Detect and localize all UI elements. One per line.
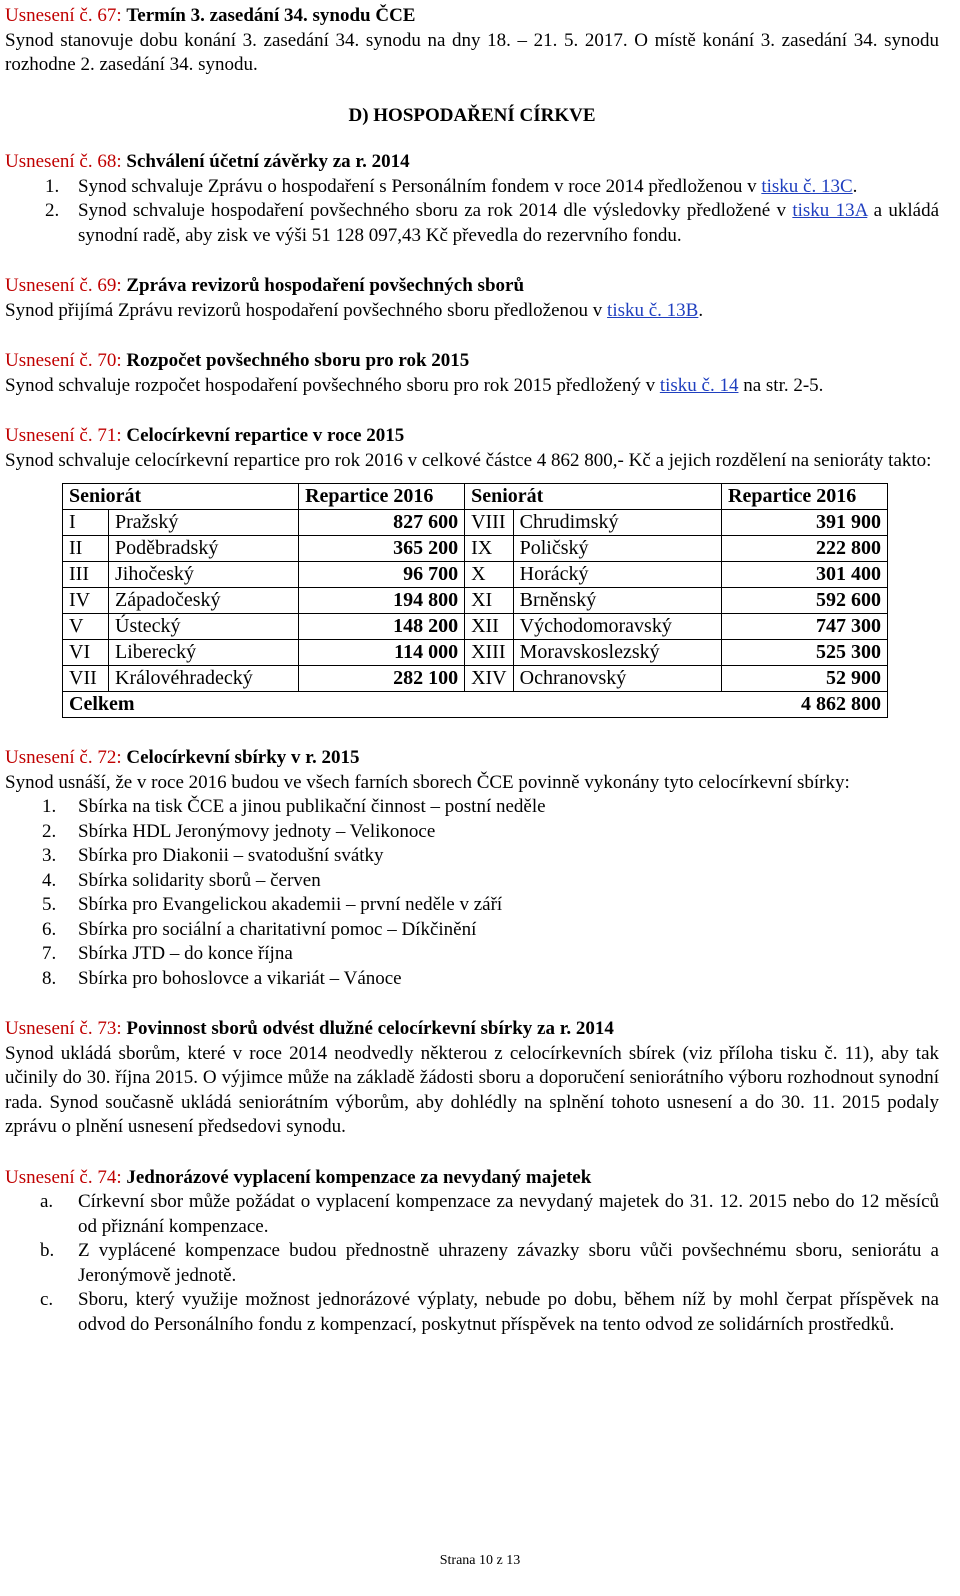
list-item-number: 2. bbox=[42, 820, 57, 842]
seniorat-number: XI bbox=[465, 588, 514, 614]
resolution-70-title: Rozpočet povšechného sboru pro rok 2015 bbox=[126, 350, 470, 371]
seniorat-name: Horácký bbox=[513, 562, 721, 588]
seniorat-number: V bbox=[63, 614, 109, 640]
seniorat-name: Západočeský bbox=[109, 588, 299, 614]
list-item-number: 4. bbox=[42, 869, 57, 891]
resolution-67-text: Synod stanovuje dobu konání 3. zasedání 34. synodu na dny 18. – 21. 5. 2017. O místě konání 3. zasedání 34. synodu rozhodne 2. zasedání 34. synodu. bbox=[5, 29, 939, 75]
compensation-list bbox=[5, 1190, 939, 1337]
repartice-value: 525 300 bbox=[722, 640, 888, 666]
repartice-value: 96 700 bbox=[299, 562, 465, 588]
list-item-text: Sbírka solidarity sborů – červen bbox=[78, 869, 321, 891]
resolution-72-title: Celocírkevní sbírky v r. 2015 bbox=[126, 747, 360, 768]
list-item-tail: . bbox=[852, 175, 858, 197]
repartice-value: 747 300 bbox=[722, 614, 888, 640]
list-item bbox=[5, 175, 939, 200]
list-item-letter: b. bbox=[40, 1240, 55, 1261]
seniorat-name: Ochranovský bbox=[513, 666, 721, 692]
list-item bbox=[5, 967, 939, 992]
repartice-table bbox=[62, 483, 888, 718]
list-item bbox=[5, 1239, 939, 1288]
list-item bbox=[5, 918, 939, 943]
resolution-67 bbox=[5, 4, 939, 78]
resolution-71-label: Usnesení č. 71: bbox=[5, 425, 122, 446]
list-item bbox=[5, 199, 939, 248]
table-row bbox=[63, 640, 888, 666]
resolution-69-text: Synod přijímá Zprávu revizorů hospodaření povšechného sboru předloženou v bbox=[5, 299, 603, 321]
list-item-number: 7. bbox=[42, 943, 57, 964]
seniorat-number: XIV bbox=[465, 666, 514, 692]
resolution-69 bbox=[5, 274, 939, 323]
seniorat-number: XIII bbox=[465, 640, 514, 666]
list-item-number: 8. bbox=[42, 967, 57, 989]
list-item-text: Sbírka pro Diakonii – svatodušní svátky bbox=[78, 845, 384, 866]
seniorat-number: VII bbox=[63, 666, 109, 692]
column-header: Seniorát bbox=[465, 484, 722, 510]
resolution-68 bbox=[5, 150, 939, 248]
total-label: Celkem bbox=[63, 692, 722, 718]
list-item bbox=[5, 1288, 939, 1337]
resolution-72-text: Synod usnáší, že v roce 2016 budou ve všech farních sborech ČCE povinně vykonány tyto celocírkevní sbírky: bbox=[5, 771, 850, 793]
list-item-text: Z vyplácené kompenzace budou přednostně uhrazeny závazky sboru vůči povšechnému sboru, seniorátu a Jeronýmově jednotě. bbox=[78, 1240, 939, 1286]
resolution-70-heading bbox=[5, 349, 939, 374]
resolution-71-heading bbox=[5, 424, 939, 449]
resolution-69-tail: . bbox=[698, 299, 704, 321]
seniorat-name: Královéhradecký bbox=[109, 666, 299, 692]
repartice-value: 52 900 bbox=[722, 666, 888, 692]
table-row bbox=[63, 562, 888, 588]
list-item-text: Sbírka na tisk ČCE a jinou publikační činnost – postní neděle bbox=[78, 796, 546, 817]
column-header: Repartice 2016 bbox=[299, 484, 465, 510]
seniorat-name: Ústecký bbox=[109, 614, 299, 640]
repartice-value: 194 800 bbox=[299, 588, 465, 614]
resolution-73-label: Usnesení č. 73: bbox=[5, 1018, 122, 1039]
table-row bbox=[63, 536, 888, 562]
resolution-67-heading bbox=[5, 4, 939, 29]
resolution-68-label: Usnesení č. 68: bbox=[5, 151, 122, 172]
print-link[interactable]: tisku č. 14 bbox=[659, 374, 739, 396]
list-item-text: Sbírka pro bohoslovce a vikariát – Vánoce bbox=[78, 967, 402, 989]
resolution-67-title: Termín 3. zasedání 34. synodu ČCE bbox=[126, 5, 416, 26]
list-item-text: Církevní sbor může požádat o vyplacení kompenzace za nevydaný majetek do 31. 12. 2015 nebo do 12 měsíců od přiznání kompenzace. bbox=[78, 1191, 939, 1237]
column-header: Seniorát bbox=[63, 484, 299, 510]
print-link[interactable]: tisku č. 13C bbox=[761, 175, 853, 197]
page-footer: Strana 10 z 13 bbox=[439, 1553, 521, 1568]
list-item bbox=[5, 1190, 939, 1239]
resolution-69-title: Zpráva revizorů hospodaření povšechných sborů bbox=[126, 275, 525, 296]
seniorat-name: Jihočeský bbox=[109, 562, 299, 588]
list-item-text: Sboru, který využije možnost jednorázové výplaty, nebude po dobu, během níž by mohl čerpat příspěvek na odvod do Personálního fondu z kompenzací, poskytnut příspěvek na tento odvod ze solidárních prostředků. bbox=[78, 1289, 939, 1335]
seniorat-name: Moravskoslezský bbox=[513, 640, 721, 666]
resolution-70-text-line bbox=[5, 374, 939, 399]
seniorat-name: Východomoravský bbox=[513, 614, 721, 640]
resolution-74 bbox=[5, 1166, 939, 1338]
resolution-67-label: Usnesení č. 67: bbox=[5, 5, 122, 26]
repartice-value: 222 800 bbox=[722, 536, 888, 562]
resolution-71-title: Celocírkevní repartice v roce 2015 bbox=[126, 425, 405, 446]
table-body bbox=[63, 510, 888, 692]
list-item-number: 6. bbox=[42, 918, 57, 940]
seniorat-name: Poděbradský bbox=[109, 536, 299, 562]
resolution-74-heading bbox=[5, 1166, 939, 1191]
seniorat-name: Brněnský bbox=[513, 588, 721, 614]
resolution-68-heading bbox=[5, 150, 939, 175]
list-item bbox=[5, 942, 939, 967]
resolution-73-title: Povinnost sborů odvést dlužné celocírkevní sbírky za r. 2014 bbox=[126, 1018, 614, 1039]
seniorat-number: II bbox=[63, 536, 109, 562]
resolution-68-list bbox=[5, 175, 939, 249]
seniorat-number: I bbox=[63, 510, 109, 536]
resolution-74-title: Jednorázové vyplacení kompenzace za nevydaný majetek bbox=[126, 1166, 592, 1188]
list-item-text: Synod schvaluje hospodaření povšechného sboru za rok 2014 dle výsledovky předložené v bbox=[78, 200, 787, 221]
resolution-69-label: Usnesení č. 69: bbox=[5, 275, 122, 296]
list-item-number: 5. bbox=[42, 894, 57, 915]
seniorat-number: VI bbox=[63, 640, 109, 666]
seniorat-name: Poličský bbox=[513, 536, 721, 562]
resolution-72 bbox=[5, 746, 939, 991]
print-link[interactable]: tisku č. 13B bbox=[607, 299, 699, 321]
list-item bbox=[5, 795, 939, 820]
list-item-number: 1. bbox=[42, 796, 57, 817]
table-row bbox=[63, 588, 888, 614]
collection-list bbox=[5, 795, 939, 991]
repartice-value: 148 200 bbox=[299, 614, 465, 640]
repartice-value: 114 000 bbox=[299, 640, 465, 666]
resolution-70 bbox=[5, 349, 939, 398]
repartice-value: 592 600 bbox=[722, 588, 888, 614]
table-row bbox=[63, 510, 888, 536]
repartice-value: 827 600 bbox=[299, 510, 465, 536]
section-heading-d: D) HOSPODAŘENÍ CÍRKVE bbox=[348, 104, 596, 126]
repartice-value: 365 200 bbox=[299, 536, 465, 562]
resolution-73-heading bbox=[5, 1017, 939, 1042]
list-item-text: Sbírka JTD – do konce října bbox=[78, 943, 293, 964]
resolution-72-label: Usnesení č. 72: bbox=[5, 747, 122, 768]
seniorat-number: X bbox=[465, 562, 514, 588]
column-header: Repartice 2016 bbox=[722, 484, 888, 510]
seniorat-name: Liberecký bbox=[109, 640, 299, 666]
resolution-72-heading bbox=[5, 746, 939, 771]
table-row bbox=[63, 666, 888, 692]
list-item-number: 3. bbox=[42, 845, 57, 866]
list-item-text: Sbírka pro sociální a charitativní pomoc – Díkčinění bbox=[78, 918, 477, 940]
repartice-value: 391 900 bbox=[722, 510, 888, 536]
resolution-69-heading bbox=[5, 274, 939, 299]
resolution-74-label: Usnesení č. 74: bbox=[5, 1166, 122, 1188]
resolution-69-text-line bbox=[5, 299, 939, 324]
resolution-70-text: Synod schvaluje rozpočet hospodaření povšechného sboru pro rok 2015 předložený v bbox=[5, 374, 656, 396]
resolution-73 bbox=[5, 1017, 939, 1140]
resolution-68-title: Schválení účetní závěrky za r. 2014 bbox=[126, 151, 410, 172]
print-link[interactable]: tisku 13A bbox=[792, 200, 868, 221]
list-item-tail: a ukládá synodní radě, aby zisk ve výši 51 128 097,43 Kč převedla do rezervního fondu. bbox=[78, 200, 940, 246]
list-item bbox=[5, 893, 939, 918]
list-item bbox=[5, 869, 939, 894]
seniorat-number: IX bbox=[465, 536, 514, 562]
resolution-71 bbox=[5, 424, 939, 718]
repartice-value: 301 400 bbox=[722, 562, 888, 588]
list-item bbox=[5, 844, 939, 869]
seniorat-number: XII bbox=[465, 614, 514, 640]
seniorat-name: Chrudimský bbox=[513, 510, 721, 536]
total-value: 4 862 800 bbox=[722, 692, 888, 718]
repartice-value: 282 100 bbox=[299, 666, 465, 692]
list-item-text: Sbírka HDL Jeronýmovy jednoty – Velikonoce bbox=[78, 820, 436, 842]
seniorat-number: IV bbox=[63, 588, 109, 614]
list-item-number: 1. bbox=[45, 175, 60, 197]
list-item-letter: a. bbox=[40, 1191, 54, 1212]
list-item-text: Sbírka pro Evangelickou akademii – první neděle v září bbox=[78, 894, 503, 915]
list-item bbox=[5, 820, 939, 845]
resolution-71-text: Synod schvaluje celocírkevní repartice pro rok 2016 v celkové částce 4 862 800,- Kč a jejich rozdělení na senioráty takto: bbox=[5, 449, 932, 471]
list-item-number: 2. bbox=[45, 200, 60, 221]
table-row bbox=[63, 614, 888, 640]
document-page bbox=[5, 4, 939, 1337]
seniorat-number: III bbox=[63, 562, 109, 588]
seniorat-name: Pražský bbox=[109, 510, 299, 536]
resolution-73-text: Synod ukládá sborům, které v roce 2014 neodvedly některou z celocírkevních sbírek (viz příloha tisku č. 11), aby tak učinily do 30. října 2015. O výjimce může na základě žádosti sboru a doporučení seniorátního výboru rozhodnout synodní rada. Synod současně ukládá seniorátním výborům, aby dohlédly na splnění tohoto usnesení a do 30. 11. 2015 podaly zprávu o plnění usnesení předsedovi synodu. bbox=[5, 1042, 939, 1137]
resolution-70-label: Usnesení č. 70: bbox=[5, 350, 122, 371]
list-item-letter: c. bbox=[40, 1289, 54, 1310]
table-header-row bbox=[63, 484, 888, 510]
table-total-row bbox=[63, 692, 888, 718]
seniorat-number: VIII bbox=[465, 510, 514, 536]
list-item-text: Synod schvaluje Zprávu o hospodaření s Personálním fondem v roce 2014 předloženou v bbox=[78, 175, 757, 197]
resolution-70-tail: na str. 2-5. bbox=[738, 374, 824, 396]
